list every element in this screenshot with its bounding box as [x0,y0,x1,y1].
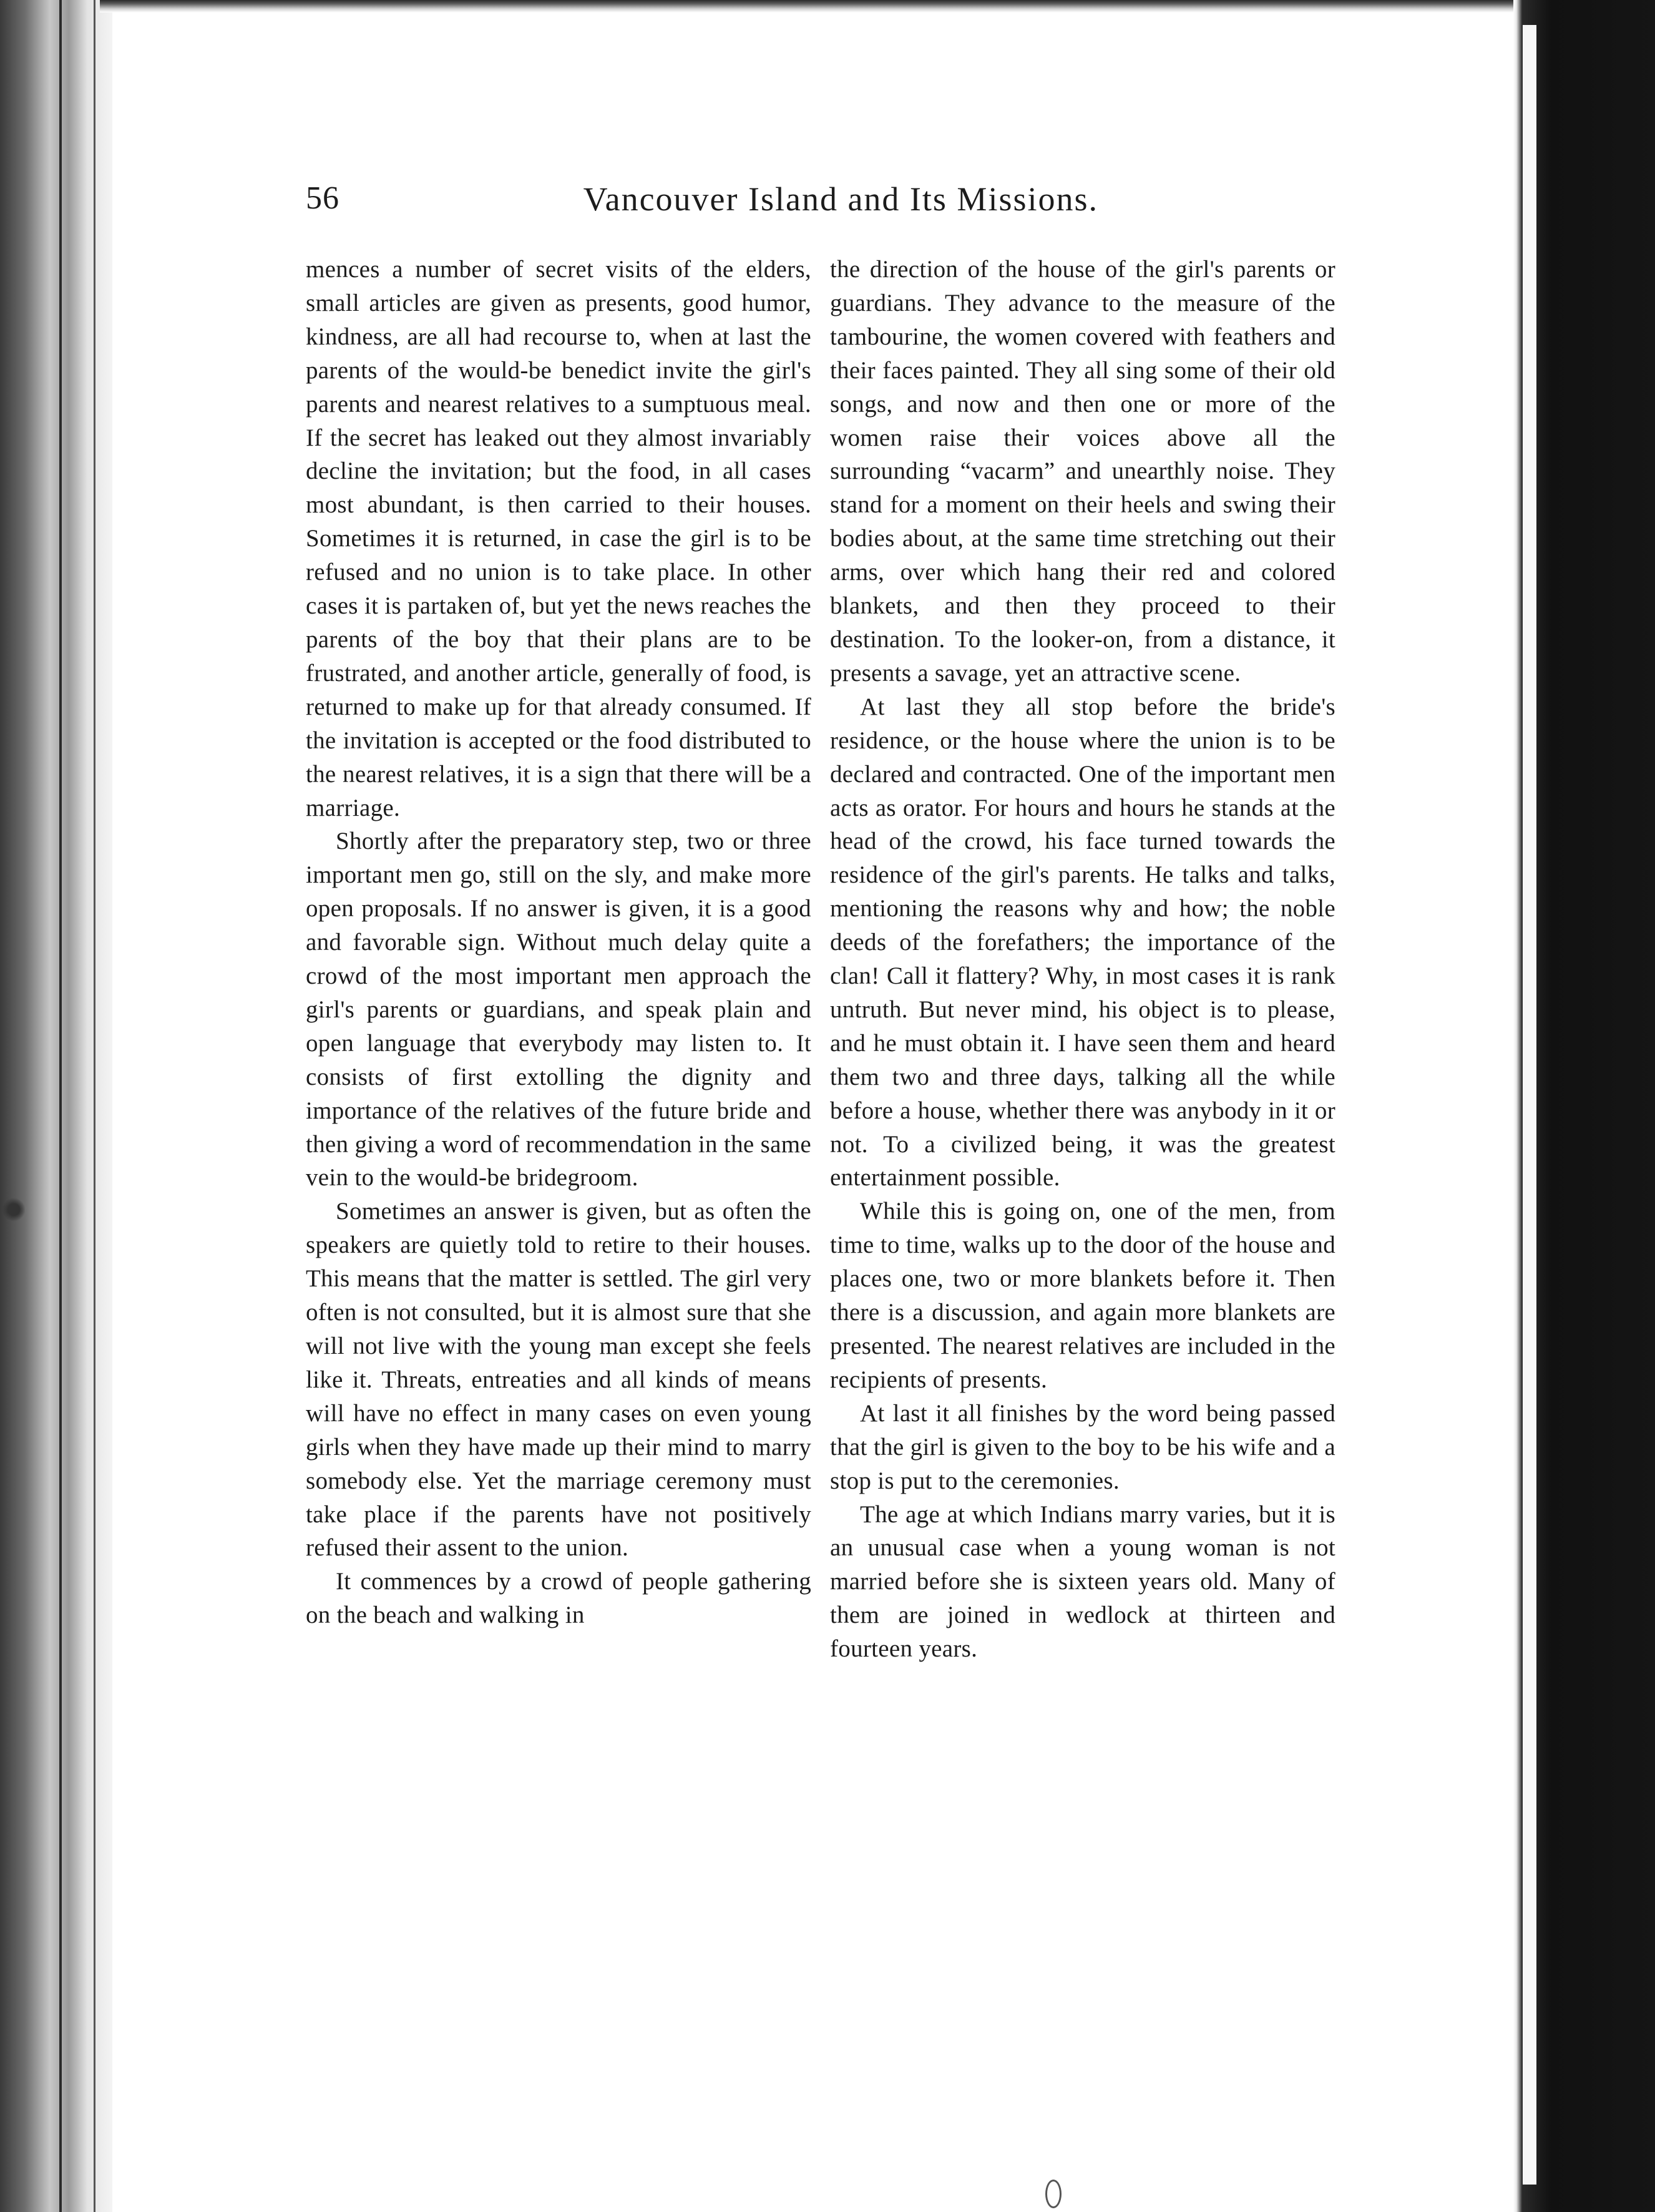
paragraph: At last it all finishes by the word being passed that the girl is given to the boy to be his wife and a stop is put to the ceremonies. [830,1399,1335,1494]
paragraph: It commences by a crowd of people gathering on the beach and walking in [306,1568,811,1629]
margin-smudge [2,1197,25,1222]
binding-line [59,0,62,2212]
paragraph: mences a number of secret visits of the elders, small articles are given as presents, good humor, kindness, are all had recourse to, when at last the parents of the would-be benedict invite the girl's parents and nearest relatives to a sumptuous meal. If the secret has leaked out they almost invariably decline the invitation; but the food, in all cases most abundant, is then carried to their houses. Sometimes it is returned, in case the girl is to be refused and no union is to take place. In other cases it is partaken of, but yet the news reaches the parents of the boy that their plans are to be frustrated, and another article, generally of food, is returned to make up for that already consumed. If the invitation is accepted or the food distributed to the nearest relatives, it is a sign that there will be a marriage. [306,256,811,821]
page-header [306,180,1098,236]
facing-page-strip [1523,25,1536,2185]
paragraph: the direction of the house of the girl's parents or guardians. They advance to the measure of the tambourine, the women covered with feathers and their faces painted. They all sing some of their old songs, and now and then one or more of the women raise their voices above all the surrounding “vacarm” and unearthly noise. They stand for a moment on their heels and swing their bodies about, at the same time stretching out their arms, over which hang their red and colored blankets, and then they proceed to their destination. To the looker-on, from a distance, it presents a savage, yet an attractive scene. [830,256,1335,687]
book-binding-shadow [0,0,112,2212]
running-title: Vancouver Island and Its Missions. [583,180,1098,218]
right-text-column [830,253,1335,1975]
paragraph: Shortly after the preparatory step, two or three important men go, still on the sly, and make more open proposals. If no answer is given, it is a good and favorable sign. Without much delay quite a crowd of the most important men approach the girl's parents or guardians, and speak plain and open language that everybody may listen to. It consists of first extolling the dignity and importance of the relatives of the future bride and then giving a word of recommendation in the same vein to the would-be bridegroom. [306,828,811,1192]
paragraph: Sometimes an answer is given, but as often the speakers are quietly told to retire to their houses. This means that the matter is settled. The girl very often is not consulted, but it is almost sure that she will not live with the young man except she feels like it. Threats, entreaties and all kinds of means will have no effect in many cases on even young girls when they have made up their mind to marry somebody else. Yet the marriage ceremony must take place if the parents have not positively refused their assent to the union. [306,1198,811,1562]
paragraph: At last they all stop before the bride's residence, or the house where the union is to be declared and contracted. One of the important men acts as orator. For hours and hours he stands at the head of the crowd, his face turned towards the residence of the girl's parents. He talks and talks, mentioning the reasons why and how; the noble deeds of the forefathers; the importance of the clan! Call it flattery? Why, in most cases it is rank untruth. But never mind, his object is to please, and he must obtain it. I have seen them and heard them two and three days, talking all the while before a house, whether there was anybody in it or not. To a civilized being, it was the greatest entertainment possible. [830,693,1335,1192]
paragraph: The age at which Indians marry varies, but it is an unusual case when a young woman is not married before she is sixteen years old. Many of them are joined in wedlock at thirteen and fourteen years. [830,1500,1335,1663]
binding-line [94,0,95,2212]
bottom-smudge [1045,2180,1062,2208]
paragraph: While this is going on, one of the men, from time to time, walks up to the door of the house and places one, two or more blankets before it. Then there is a discussion, and again more blankets are presented. The nearest relatives are included in the recipients of presents. [830,1198,1335,1393]
page-number: 56 [306,180,339,216]
left-text-column [306,253,811,1975]
top-page-edge [100,0,1529,12]
